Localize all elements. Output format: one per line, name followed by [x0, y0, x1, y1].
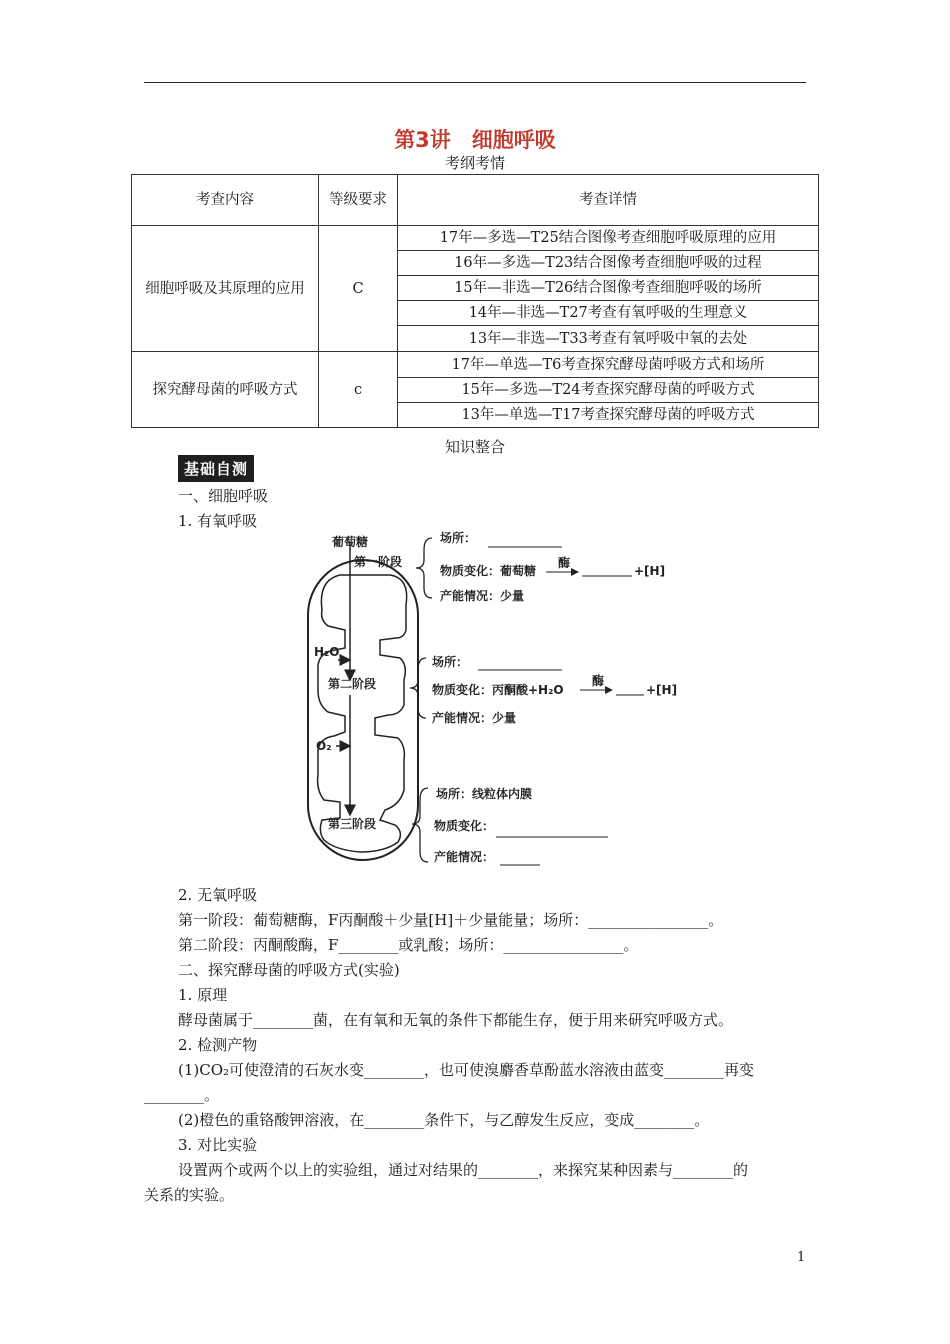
stage3-label: 第三阶段 [328, 817, 377, 831]
header-rule [144, 82, 806, 83]
detect-item-1: (1)CO₂可使澄清的石灰水变________，也可使溴麝香草酚蓝水溶液由蓝变________再变 [178, 1061, 755, 1079]
s3-energy: 产能情况： [434, 850, 495, 864]
s3-site: 场所：线粒体内膜 [436, 787, 533, 801]
stage1-bracket [416, 538, 432, 598]
o2-label: O₂ [316, 739, 332, 753]
exam-outline-heading: 考纲考情 [444, 154, 505, 172]
compare-text-cont: 关系的实验。 [144, 1186, 235, 1204]
principle-text: 酵母菌属于________菌，在有氧和无氧的条件下都能生存，便于用来研究呼吸方式。 [178, 1011, 734, 1029]
table-cell-content: 细胞呼吸及其原理的应用 [132, 226, 319, 352]
table-cell-level: C [319, 226, 398, 352]
table-cell-level: c [319, 352, 398, 428]
page-number: 1 [797, 1250, 806, 1265]
compare-text: 设置两个或两个以上的实验组，通过对结果的________，来探究某种因素与________的 [178, 1161, 749, 1179]
s2-change: 物质变化：丙酮酸+H₂O [432, 683, 564, 697]
s2-h: +[H] [646, 683, 678, 697]
anaerobic-stage2: 第二阶段：丙酮酸酶，F________或乳酸；场所：________________。 [178, 936, 639, 954]
inner-membrane [318, 575, 407, 852]
part2-heading: 二、探究酵母菌的呼吸方式(实验) [178, 961, 400, 979]
knowledge-heading: 知识整合 [444, 438, 505, 456]
table-cell-detail: 14年—非选—T27考查有氧呼吸的生理意义 [398, 301, 819, 326]
s2-energy: 产能情况：少量 [432, 711, 517, 725]
table-cell-detail: 13年—单选—T17考查探究酵母菌的呼吸方式 [398, 403, 819, 428]
stage1-label: 第一阶段 [354, 555, 403, 569]
exam-table [131, 174, 819, 428]
table-cell-detail: 13年—非选—T33考查有氧呼吸中氧的去处 [398, 326, 819, 352]
mitochondria-diagram [300, 520, 680, 880]
table-cell-detail: 16年—多选—T23结合图像考查细胞呼吸的过程 [398, 251, 819, 276]
table-cell-content: 探究酵母菌的呼吸方式 [132, 352, 319, 428]
page-title: 第3讲 细胞呼吸 [394, 128, 556, 152]
s2-site: 场所： [432, 655, 469, 669]
enzyme-label-2: 酶 [592, 674, 605, 688]
s1-change: 物质变化：葡萄糖 [440, 564, 537, 578]
detect-heading: 2. 检测产物 [178, 1036, 258, 1054]
s3-change: 物质变化： [434, 819, 495, 833]
stage2-label: 第二阶段 [328, 677, 377, 691]
anaerobic-heading: 2. 无氧呼吸 [178, 886, 258, 904]
s1-energy: 产能情况：少量 [440, 589, 525, 603]
self-test-badge: 基础自测 [178, 455, 254, 482]
s1-h: +[H] [634, 564, 666, 578]
h2o-label: H₂O [314, 645, 340, 659]
aerobic-heading: 1. 有氧呼吸 [178, 512, 258, 530]
table-cell-detail: 17年—多选—T25结合图像考查细胞呼吸原理的应用 [398, 226, 819, 251]
table-header-content: 考查内容 [132, 175, 319, 226]
table-cell-detail: 15年—多选—T24考查探究酵母菌的呼吸方式 [398, 378, 819, 403]
table-cell-detail: 17年—单选—T6考查探究酵母菌呼吸方式和场所 [398, 352, 819, 378]
compare-heading: 3. 对比实验 [178, 1136, 258, 1154]
principle-heading: 1. 原理 [178, 986, 228, 1004]
table-header-details: 考查详情 [398, 175, 819, 226]
enzyme-label: 酶 [558, 556, 571, 570]
table-cell-detail: 15年—非选—T26结合图像考查细胞呼吸的场所 [398, 276, 819, 301]
table-header-level: 等级要求 [319, 175, 398, 226]
part1-heading: 一、细胞呼吸 [178, 487, 269, 505]
detect-item-2: (2)橙色的重铬酸钾溶液，在________条件下，与乙醇发生反应，变成________。 [178, 1111, 710, 1129]
s1-site: 场所： [440, 531, 477, 545]
anaerobic-stage1: 第一阶段：葡萄糖酶，F丙酮酸＋少量[H]＋少量能量；场所：________________。 [178, 911, 724, 929]
glucose-label: 葡萄糖 [332, 535, 369, 549]
detect-item-1-cont: ________。 [144, 1086, 220, 1104]
